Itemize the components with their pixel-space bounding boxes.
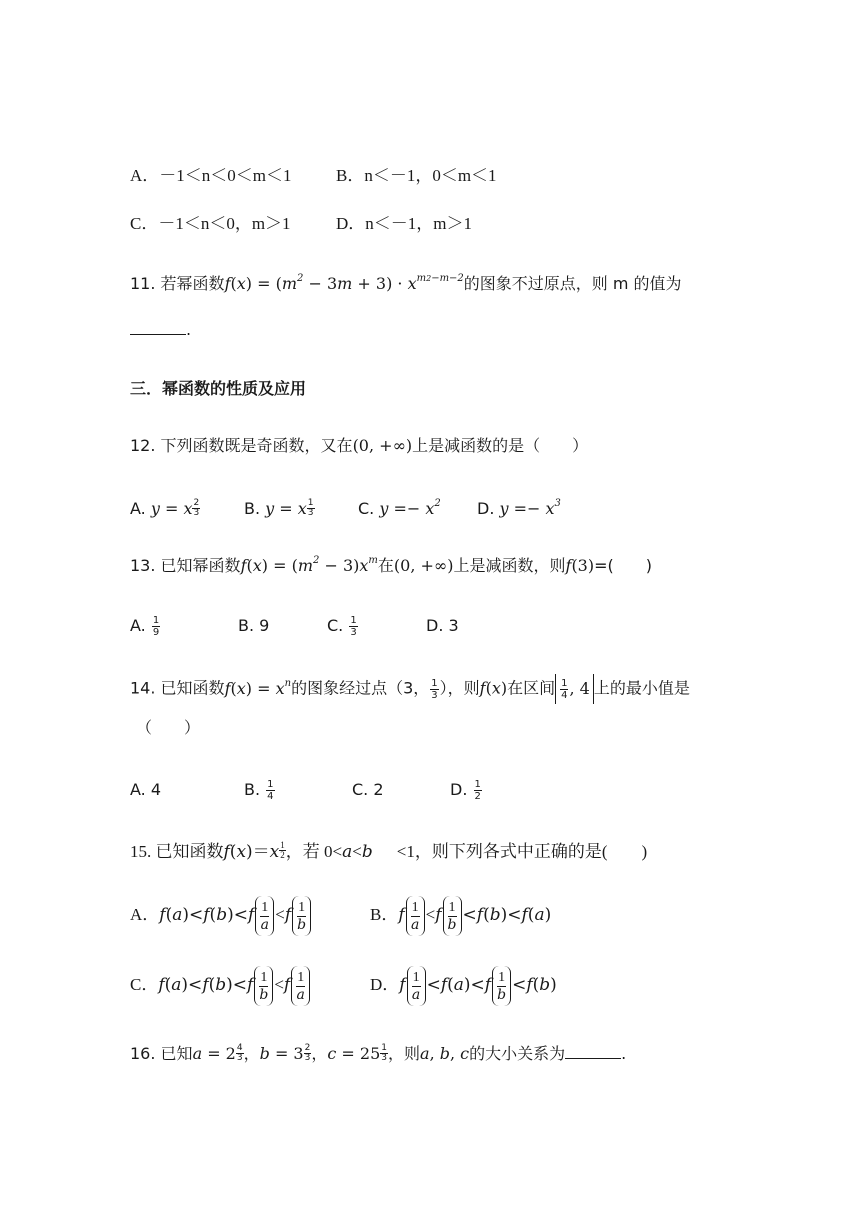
q15-number: 15. xyxy=(130,842,152,861)
q13-text-mid2: 上是减函数，则 xyxy=(453,556,566,575)
q15-var-b: b xyxy=(361,842,373,862)
q12-option-a: A. y = x $\frac{2}{3}$ xyxy=(130,498,200,518)
q14-point-y: $\frac{1}{3}$ xyxy=(431,677,438,701)
q14-option-a: A. 4 xyxy=(130,780,162,799)
q13-option-c-label: C. xyxy=(327,616,344,635)
q10-option-c: C．－1＜n＜0，m＞1 xyxy=(130,214,291,233)
q14-option-d-label: D. xyxy=(450,780,468,799)
q13-option-c: C. $\frac{1}{3}$ xyxy=(327,615,357,638)
q15-option-a: A．f(a)<f(b)<f $\frac{1}{a}$ <f $\frac{1}{b}$ xyxy=(130,896,312,936)
q14-text-mid1: 的图象经过点（3， xyxy=(291,678,430,698)
q12-option-a-label: A. xyxy=(130,499,146,518)
q14-option-c: C. 2 xyxy=(352,780,384,799)
q13-text-after: =( ) xyxy=(594,556,653,575)
q14-text-before: 已知函数 xyxy=(160,678,225,698)
q11-text-before: 若幂函数 xyxy=(160,274,225,293)
q12-stem xyxy=(130,434,588,458)
q15-text-mid: ，若 0< xyxy=(285,842,343,861)
q15-option-d: D．f $\frac{1}{a}$ <f(a)<f $\frac{1}{b}$ <f(b) xyxy=(370,966,557,1006)
q15-option-c: C．f(a)<f(b)<f $\frac{1}{b}$ <f $\frac{1}{a}$ xyxy=(130,966,311,1006)
q11-answer-blank xyxy=(130,320,186,335)
q12-text-after: 上是减函数的是（ ） xyxy=(412,436,589,455)
q12-option-c: C. $y =- x^2$ xyxy=(358,498,441,518)
q15-option-a-label: A． xyxy=(130,904,160,924)
q14-text-mid3: 在区间 xyxy=(507,678,556,698)
q16-tail: . xyxy=(621,1044,627,1063)
q10-option-a: A．－1＜n＜0＜m＜1 xyxy=(130,166,292,185)
q15-text-before: 已知函数 xyxy=(155,842,224,861)
q16-text-before: 已知 xyxy=(160,1044,193,1063)
q11-stem xyxy=(130,272,682,296)
q14-text-mid2: ），则 xyxy=(439,678,480,698)
q13-stem xyxy=(130,554,652,578)
q16-text-after: 的大小关系为 xyxy=(469,1044,566,1063)
q13-option-b: B. 9 xyxy=(238,616,270,635)
q14-text-after: 上的最小值是 xyxy=(593,678,690,698)
q13-formula: $f(x) = (m^2 - 3)x^m$ xyxy=(240,555,378,575)
q15-text-after: <1，则下列各式中正确的是( ) xyxy=(396,842,648,861)
q15-option-d-label: D． xyxy=(370,974,400,994)
q11-number: 11. xyxy=(130,274,156,293)
q14-number: 14. xyxy=(130,678,156,698)
section-title: 三．幂函数的性质及应用 xyxy=(130,379,307,398)
q11-formula: $f(x) = (m^2 - 3m + 3) \cdot x^{m2-m-2}$ xyxy=(224,273,464,293)
q13-number: 13. xyxy=(130,556,156,575)
q13-text-mid1: 在 xyxy=(377,556,394,575)
q15-var-a: a xyxy=(342,842,353,862)
q13-option-a-label: A. xyxy=(130,616,146,635)
q13-option-a: A. $\frac{1}{9}$ xyxy=(130,615,160,638)
q14-fx: f(x) xyxy=(479,678,508,698)
q12-option-b-label: B. xyxy=(244,499,261,518)
q12-option-d: D. $y =- x^3$ xyxy=(477,498,561,518)
q14-interval: $\frac{1}{4}$ , 4 xyxy=(555,674,594,704)
q12-number: 12. xyxy=(130,436,156,455)
q13-f3: f(3) xyxy=(565,556,595,575)
q11-tail: . xyxy=(186,320,192,339)
q14-option-b: B. $\frac{1}{4}$ xyxy=(244,779,274,802)
q14-option-d: D. $\frac{1}{2}$ xyxy=(450,779,481,802)
q10-option-b: B．n＜－1，0＜m＜1 xyxy=(336,166,497,185)
q14-paren: （ ） xyxy=(136,718,201,737)
q12-text-before: 下列函数既是奇函数，又在 xyxy=(160,436,353,455)
q11-text-after: 的图象不过原点，则 m 的值为 xyxy=(463,274,682,293)
q12-option-c-label: C. xyxy=(358,499,375,518)
q16-answer-blank xyxy=(565,1044,621,1059)
q13-text-before: 已知幂函数 xyxy=(160,556,241,575)
q16-c: c = 25 xyxy=(327,1044,381,1063)
q15-option-b: B．f $\frac{1}{a}$ <f $\frac{1}{b}$ <f(b)<f(a) xyxy=(370,896,551,936)
q16-vars: a, b, c xyxy=(420,1044,470,1063)
q14-stem xyxy=(130,674,690,704)
q13-option-d: D. 3 xyxy=(426,616,459,635)
q13-interval: (0, +∞) xyxy=(393,556,454,575)
q16-a: a = 2 xyxy=(192,1044,236,1063)
q14-formula: $f(x) = x^n$ xyxy=(224,677,292,698)
q14-option-b-label: B. xyxy=(244,780,261,799)
q15-formula: f(x)＝x xyxy=(223,842,280,862)
q10-option-d: D．n＜－1，m＞1 xyxy=(336,214,472,233)
q11-answer-line xyxy=(130,318,191,342)
q12-option-d-label: D. xyxy=(477,499,495,518)
q12-interval: (0, +∞) xyxy=(352,436,413,455)
q15-option-c-label: C． xyxy=(130,974,159,994)
q15-option-b-label: B． xyxy=(370,904,399,924)
q16-number: 16. xyxy=(130,1044,156,1063)
q12-option-b: B. y = x $\frac{1}{3}$ xyxy=(244,498,314,518)
q15-stem: 15. 已知函数f(x)＝x $\frac{1}{2}$ ，若 0<a<b <1，则下列各式中正确的是( ) xyxy=(130,840,648,862)
q16-b: b = 3 xyxy=(259,1044,304,1063)
q16-stem: 16. 已知a = 2 $\frac{4}{3}$ ，b = 3 $\frac{2}{3}$ ，c = 25 $\frac{1}{3}$ ，则a, b, c的大小关系为 . xyxy=(130,1043,627,1063)
